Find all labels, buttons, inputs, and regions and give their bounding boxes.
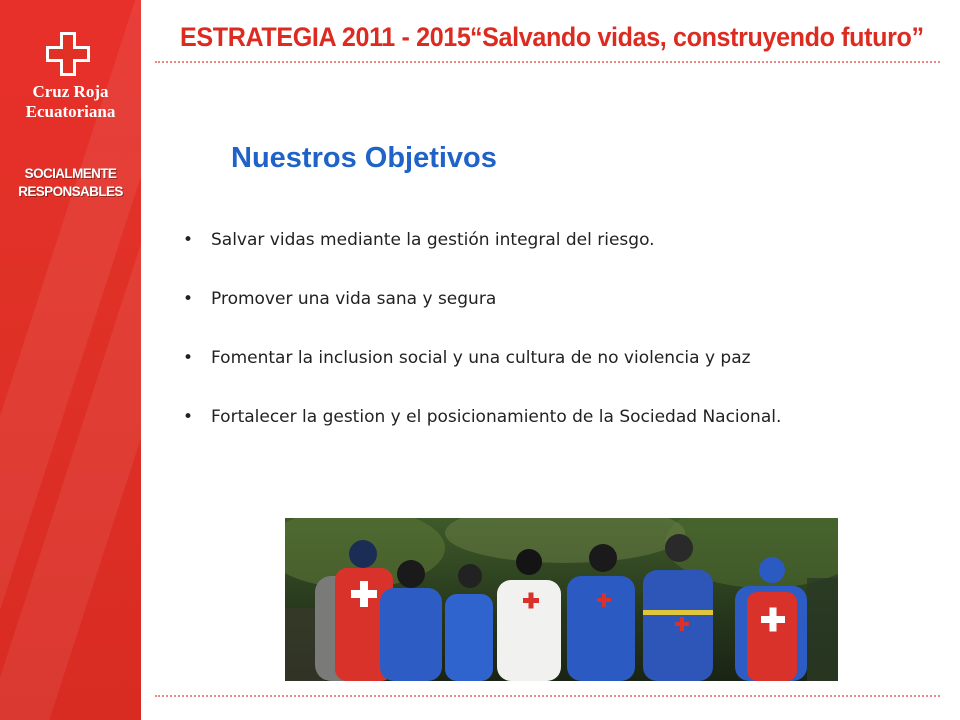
objective-text: Fortalecer la gestion y el posicionamiento de la Sociedad Nacional.	[211, 407, 782, 427]
tagline-line1: SOCIALMENTE	[24, 166, 117, 181]
objective-item	[183, 348, 781, 407]
bullet: •	[183, 407, 194, 427]
sidebar	[0, 0, 141, 720]
objective-text: Fomentar la inclusion social y una cultura de no violencia y paz	[211, 348, 751, 368]
bullet: •	[183, 348, 194, 368]
header-divider	[155, 61, 940, 63]
tagline-line2: RESPONSABLES	[18, 184, 123, 199]
objective-item	[183, 407, 781, 466]
objective-text: Promover una vida sana y segura	[211, 289, 497, 309]
objective-text: Salvar vidas mediante la gestión integral del riesgo.	[211, 230, 655, 250]
red-cross-icon	[44, 30, 92, 78]
org-name-line1: Cruz Roja	[32, 82, 109, 101]
objectives-list	[183, 230, 781, 466]
bullet: •	[183, 289, 194, 309]
volunteers-photo	[285, 518, 838, 681]
section-title: Nuestros Objetivos	[231, 142, 497, 174]
objective-item	[183, 230, 781, 289]
header-slogan: “Salvando vidas, construyendo futuro”	[470, 22, 924, 52]
bullet: •	[183, 230, 194, 250]
header-title: ESTRATEGIA 2011 - 2015	[180, 22, 471, 52]
footer-divider	[155, 695, 940, 697]
org-name-line2: Ecuatoriana	[25, 102, 116, 121]
objective-item	[183, 289, 781, 348]
